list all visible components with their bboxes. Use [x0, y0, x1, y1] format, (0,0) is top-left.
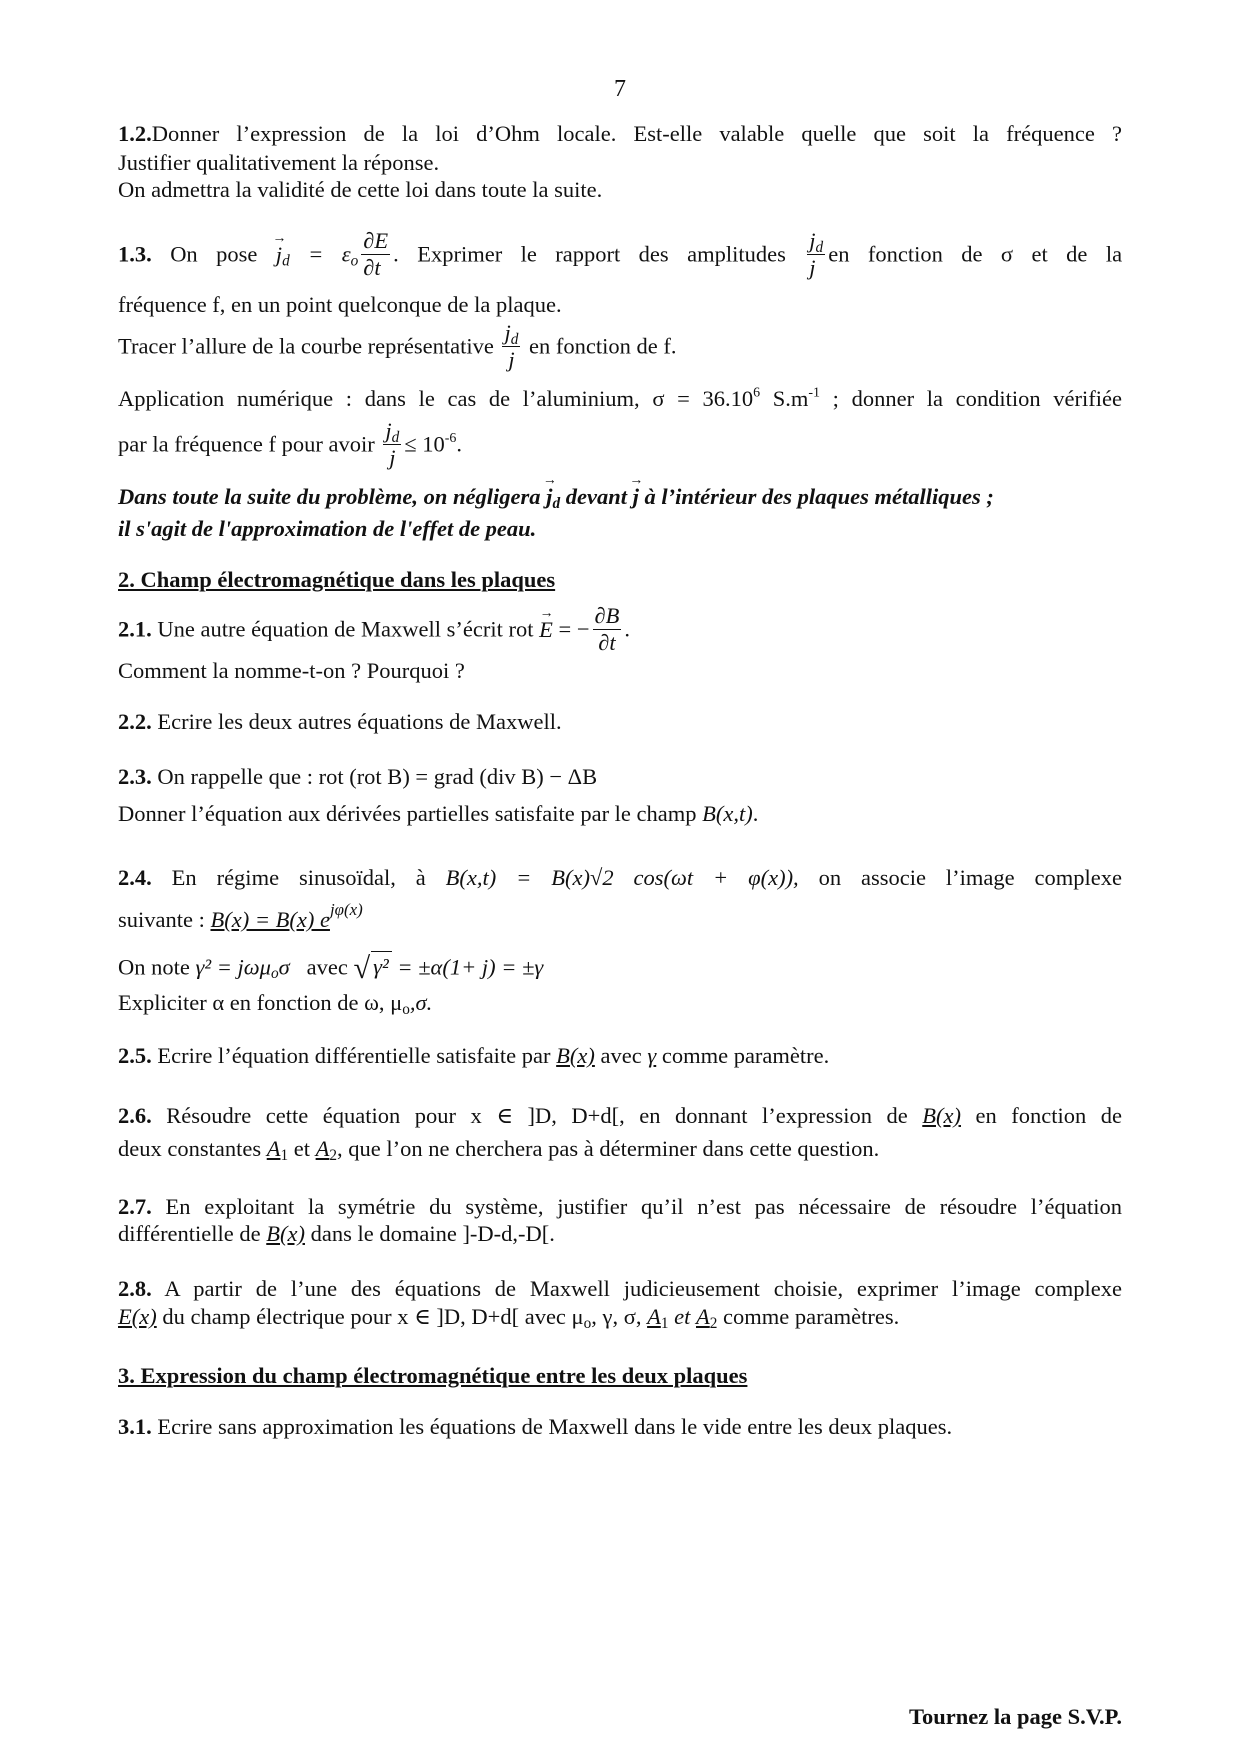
q2-4-line1: 2.4. En régime sinusoïdal, à B(x,t) = B(x)√2 cos(ωt + φ(x)), on associe l’image complexe [118, 865, 1123, 890]
q2-6-line1: 2.6. Résoudre cette équation pour x ∈ ]D, D+d[, en donnant l’expression de B(x) en fonction de [118, 1103, 1123, 1128]
skin-effect-note-line1: Dans toute la suite du problème, on négligera → $j_d$ devant → j à l’intérieur des plaques métalliques ; [118, 482, 1122, 511]
page-number: 7 [614, 76, 626, 102]
q2-1-line1: 2.1. Une autre équation de Maxwell s’écrit rot → E = − $\frac{\partial B}{\partial t}$ . [118, 605, 1122, 658]
section-3-heading: 3. Expression du champ électromagnétique entre les deux plaques [118, 1363, 748, 1388]
q2-3-line2: Donner l’équation aux dérivées partielles satisfaite par le champ B(x,t). [118, 801, 759, 826]
page-footer: Tournez la page S.V.P. [909, 1704, 1122, 1729]
jd-over-j-fraction: $\frac{j_d}{j}$ [809, 228, 824, 280]
q1-3-trace: Tracer l’allure de la courbe représentative $\frac{j_d}{j}$ en fonction de f. [118, 320, 677, 372]
dE-dt-fraction: $\frac{\partial E}{\partial t}$ [363, 228, 389, 280]
q2-7-line1: 2.7. En exploitant la symétrie du système, justifier qu’il n’est pas nécessaire de résoudre l’équation [118, 1194, 1122, 1219]
q2-4-line3: On note γ² = jωμ$_o$σ avec √ γ² = ±α(1+ j) = ±γ [118, 951, 544, 985]
q1-2-line3: On admettra la validité de cette loi dans toute la suite. [118, 177, 603, 202]
q1-2-line1: 1.2.Donner l’expression de la loi d’Ohm locale. Est-elle valable quelle que soit la fréquence ? [118, 121, 1122, 146]
q2-1-line2: Comment la nomme-t-on ? Pourquoi ? [118, 658, 465, 683]
q1-3-line2: fréquence f, en un point quelconque de la plaque. [118, 292, 562, 317]
skin-effect-note-line2: il s'agit de l'approximation de l'effet de peau. [118, 516, 537, 541]
q1-3-application: Application numérique : dans le cas de l’aluminium, $\sigma = 36.10^6$ $S.m^{-1}$ ; donner la condition vérifiée [118, 385, 1123, 411]
q2-8-line2: E(x) du champ électrique pour x ∈ ]D, D+d[ avec $\mu_o$, γ, σ, $A_1$ et $A_2$ comme paramètres. [118, 1304, 900, 1332]
section-2-heading: 2. Champ électromagnétique dans les plaques [118, 567, 556, 592]
q2-4-line2: suivante : B(x) = B(x) $e^{j\varphi(x)}$ [118, 900, 363, 932]
q2-7-line2: différentielle de B(x) dans le domaine ]-D-d,-D[. [118, 1221, 555, 1246]
q2-6-line2: deux constantes $A_1$ et $A_2$, que l’on ne cherchera pas à déterminer dans cette question. [118, 1136, 880, 1164]
q3-1: 3.1. Ecrire sans approximation les équations de Maxwell dans le vide entre les deux plaques. [118, 1414, 953, 1439]
q2-3-line1: 2.3. On rappelle que : rot (rot B) = grad (div B) − ΔB [118, 764, 598, 789]
q2-5: 2.5. Ecrire l’équation différentielle satisfaite par B(x) avec γ comme paramètre. [118, 1043, 830, 1068]
q1-3-line1: 1.3. On pose → $j_d = \varepsilon_o$ $\frac{\partial E}{\partial t}$ . Exprimer le rapport des amplitudes $\frac{j_d}{j}$ en fonction de σ et de la [118, 230, 1122, 283]
q2-8-line1: 2.8. A partir de l’une des équations de Maxwell judicieusement choisie, exprimer l’image complexe [118, 1276, 1122, 1301]
q2-2: 2.2. Ecrire les deux autres équations de Maxwell. [118, 709, 562, 734]
q2-4-line4: Expliciter α en fonction de ω, $\mu_o,\sigma$. [118, 990, 433, 1018]
q1-2-line2: Justifier qualitativement la réponse. [118, 150, 440, 175]
q1-3-condition: par la fréquence f pour avoir $\frac{j_d}{j}$ ≤ $10^{-6}$. [118, 418, 463, 470]
